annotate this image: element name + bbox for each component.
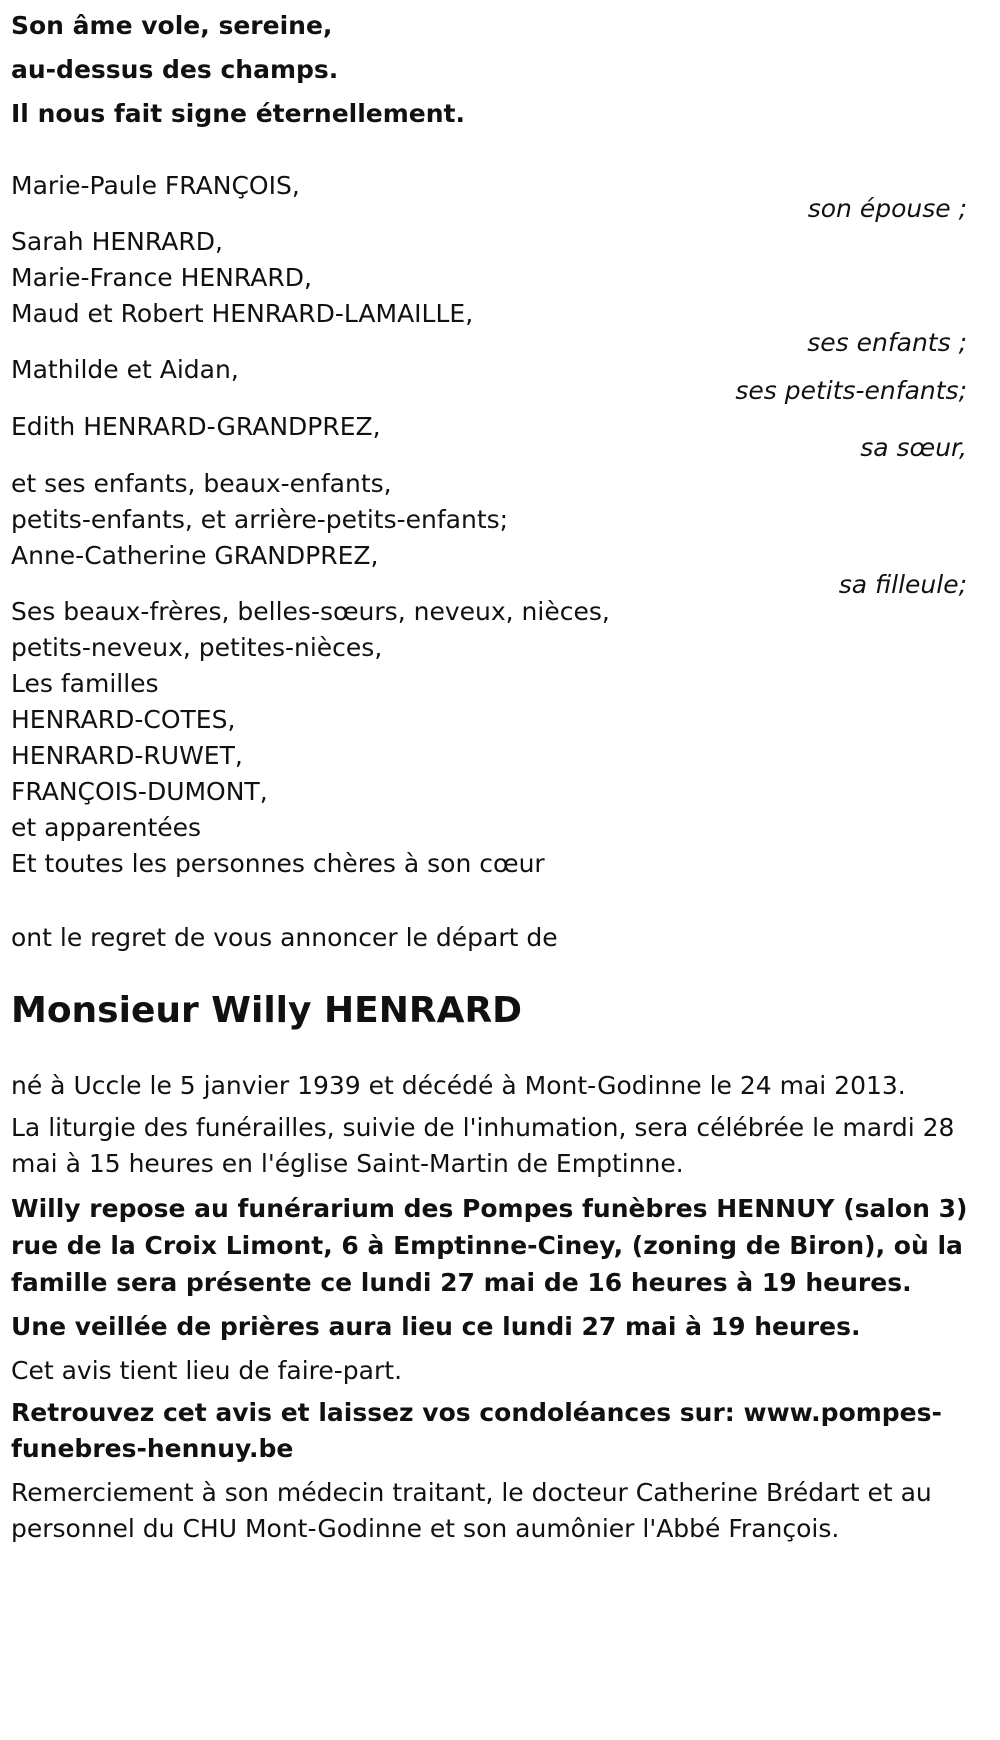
family-name: HENRARD-RUWET, bbox=[11, 741, 243, 770]
details bbox=[11, 1066, 986, 1547]
family-name: Marie-France HENRARD, bbox=[11, 263, 312, 292]
condolences: Retrouvez cet avis et laissez vos condoléances sur: www.pompes-funebres-hennuy.be bbox=[11, 1398, 942, 1463]
family-name: Edith HENRARD-GRANDPREZ, bbox=[11, 412, 381, 441]
deceased-name: Monsieur Willy HENRARD bbox=[11, 990, 523, 1031]
funerarium: Willy repose au funérarium des Pompes funèbres HENNUY (salon 3) rue de la Croix Limont, 6 à Emptinne-Ciney, (zoning de Biron), où la famille sera présente ce lundi 27 mai de 16 heures à 19 heures. bbox=[11, 1194, 968, 1297]
announcement: ont le regret de vous annoncer le départ de bbox=[11, 923, 558, 952]
liturgy: La liturgie des funérailles, suivie de l'inhumation, sera célébrée le mardi 28 mai à 15 heures en l'église Saint-Martin de Emptinne. bbox=[11, 1113, 955, 1178]
family-group-others bbox=[11, 592, 991, 880]
family-name: Ses beaux-frères, belles-sœurs, neveux, nièces, bbox=[11, 597, 610, 626]
family-group-goddaughter bbox=[11, 464, 991, 600]
family-name: Anne-Catherine GRANDPREZ, bbox=[11, 541, 379, 570]
family-group-grandchildren bbox=[11, 350, 991, 406]
family-name: FRANÇOIS-DUMONT, bbox=[11, 777, 268, 806]
family-name: et apparentées bbox=[11, 813, 202, 842]
family-name: Mathilde et Aidan, bbox=[11, 355, 239, 384]
poem-line: au-dessus des champs. bbox=[11, 55, 339, 84]
thanks: Remerciement à son médecin traitant, le docteur Catherine Brédart et au personnel du CHU Mont-Godinne et son aumônier l'Abbé François. bbox=[11, 1478, 932, 1543]
relation-label: son épouse ; bbox=[807, 194, 967, 223]
family-name: petits-neveux, petites-nièces, bbox=[11, 633, 383, 662]
family-name: HENRARD-COTES, bbox=[11, 705, 236, 734]
relation-label: sa filleule; bbox=[838, 570, 967, 599]
family-group-children bbox=[11, 222, 991, 358]
poem-line: Il nous fait signe éternellement. bbox=[11, 99, 465, 128]
poem bbox=[11, 4, 465, 136]
family-name: Sarah HENRARD, bbox=[11, 227, 223, 256]
family-name: Les familles bbox=[11, 669, 159, 698]
family-group-spouse bbox=[11, 166, 991, 224]
notice: Cet avis tient lieu de faire-part. bbox=[11, 1356, 403, 1385]
vigil: Une veillée de prières aura lieu ce lundi 27 mai à 19 heures. bbox=[11, 1312, 861, 1341]
relation-label: ses enfants ; bbox=[807, 328, 967, 357]
relation-label: ses petits-enfants; bbox=[735, 376, 967, 405]
poem-line: Son âme vole, sereine, bbox=[11, 11, 333, 40]
family-name: petits-enfants, et arrière-petits-enfants; bbox=[11, 505, 509, 534]
birth-death: né à Uccle le 5 janvier 1939 et décédé à Mont-Godinne le 24 mai 2013. bbox=[11, 1071, 906, 1100]
family-name: et ses enfants, beaux-enfants, bbox=[11, 469, 392, 498]
family-name: Marie-Paule FRANÇOIS, bbox=[11, 171, 300, 200]
relation-label: sa sœur, bbox=[860, 433, 967, 462]
family-name: Et toutes les personnes chères à son cœur bbox=[11, 849, 545, 878]
family-group-sister bbox=[11, 407, 991, 463]
family-name: Maud et Robert HENRARD-LAMAILLE, bbox=[11, 299, 474, 328]
